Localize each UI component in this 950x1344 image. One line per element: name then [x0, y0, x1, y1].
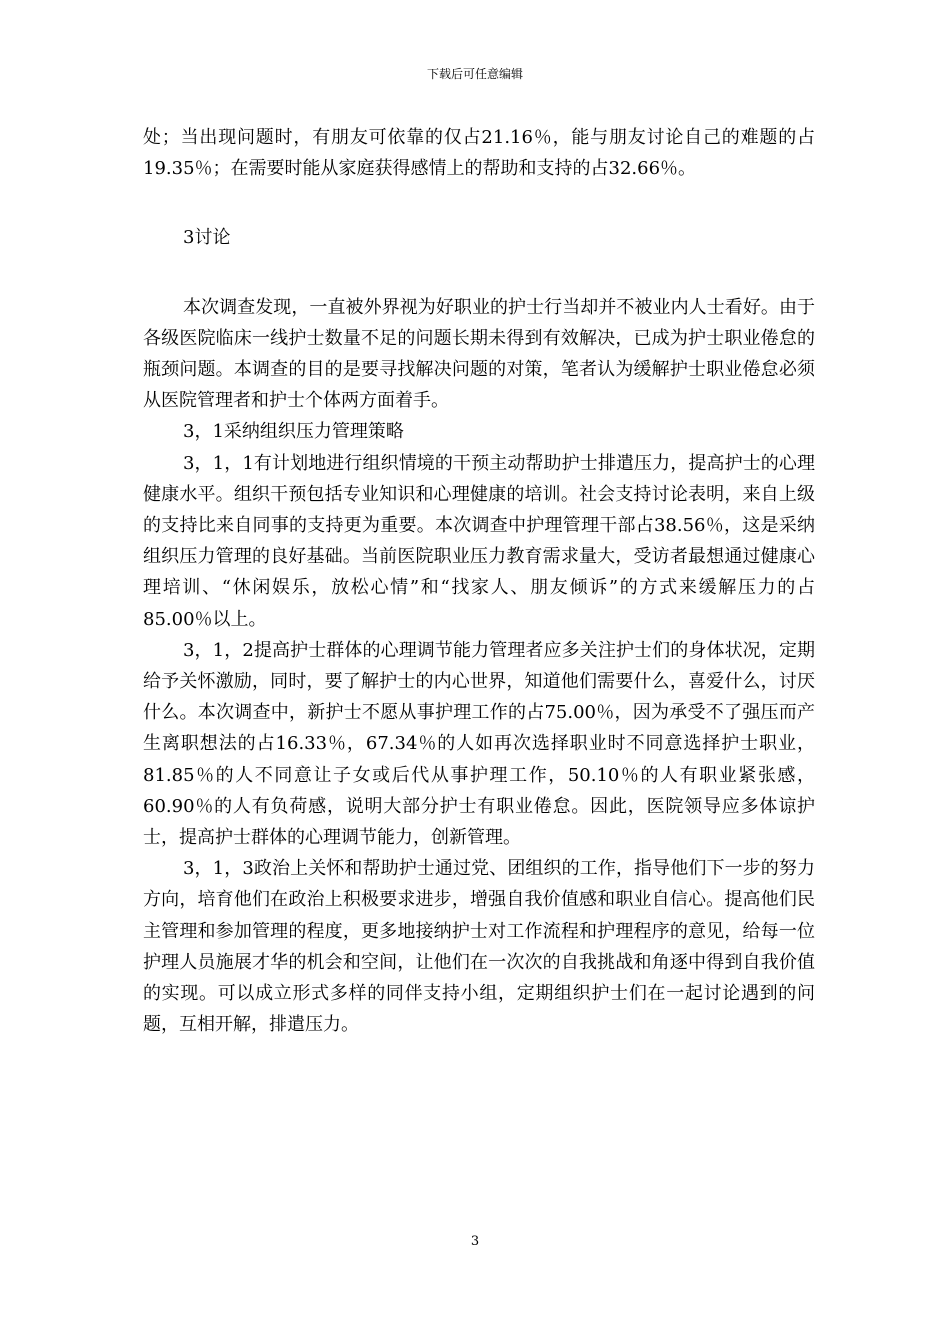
document-body	[143, 122, 815, 1040]
paragraph-3-1-1: 3，1，1有计划地进行组织情境的干预主动帮助护士排遣压力，提高护士的心理健康水平。组织干预包括专业知识和心理健康的培训。社会支持讨论表明，来自上级的支持比来自同事的支持更为重要。本次调查中护理管理干部占38.56％，这是采纳组织压力管理的良好基础。当前医院职业压力教育需求量大，受访者最想通过健康心理培训、“休闲娱乐，放松心情”和“找家人、朋友倾诉”的方式来缓解压力的占85.00％以上。	[143, 452, 815, 630]
page-header: 下载后可任意编辑	[426, 67, 523, 81]
paragraph-3-1-2: 3，1，2提高护士群体的心理调节能力管理者应多关注护士们的身体状况，定期给予关怀激励，同时，要了解护士的内心世界，知道他们需要什么，喜爱什么，讨厌什么。本次调查中，新护士不愿从事护理工作的占75.00％，因为承受不了强压而产生离职想法的占16.33％，67.34％的人如再次选择职业时不同意选择护士职业，81.85％的人不同意让子女或后代从事护理工作，50.10％的人有职业紧张感，60.90％的人有负荷感，说明大部分护士有职业倦怠。因此，医院领导应多体谅护士，提高护士群体的心理调节能力，创新管理。	[143, 639, 815, 849]
page-number: 3	[470, 1234, 480, 1249]
paragraph-3-1-3: 3，1，3政治上关怀和帮助护士通过党、团组织的工作，指导他们下一步的努力方向，培育他们在政治上积极要求进步，增强自我价值感和职业自信心。提高他们民主管理和参加管理的程度，更多地接纳护士对工作流程和护理程序的意见，给每一位护理人员施展才华的机会和空间，让他们在一次次的自我挑战和角逐中得到自我价值的实现。可以成立形式多样的同伴支持小组，定期组织护士们在一起讨论遇到的问题，互相开解，排遣压力。	[143, 858, 815, 1036]
section-heading-discussion: 3讨论	[183, 227, 231, 249]
paragraph-discussion-intro: 本次调查发现，一直被外界视为好职业的护士行当却并不被业内人士看好。由于各级医院临床一线护士数量不足的问题长期未得到有效解决，已成为护士职业倦怠的瓶颈问题。本调查的目的是要寻找解决问题的对策，笔者认为缓解护士职业倦怠必须从医院管理者和护士个体两方面着手。	[143, 296, 815, 412]
spacer	[143, 254, 815, 292]
subsection-heading-3-1: 3，1采纳组织压力管理策略	[183, 421, 404, 443]
paragraph-continued: 处；当出现问题时，有朋友可依靠的仅占21.16％，能与朋友讨论自己的难题的占19.35％；在需要时能从家庭获得感情上的帮助和支持的占32.66％。	[143, 127, 815, 180]
spacer	[143, 184, 815, 222]
